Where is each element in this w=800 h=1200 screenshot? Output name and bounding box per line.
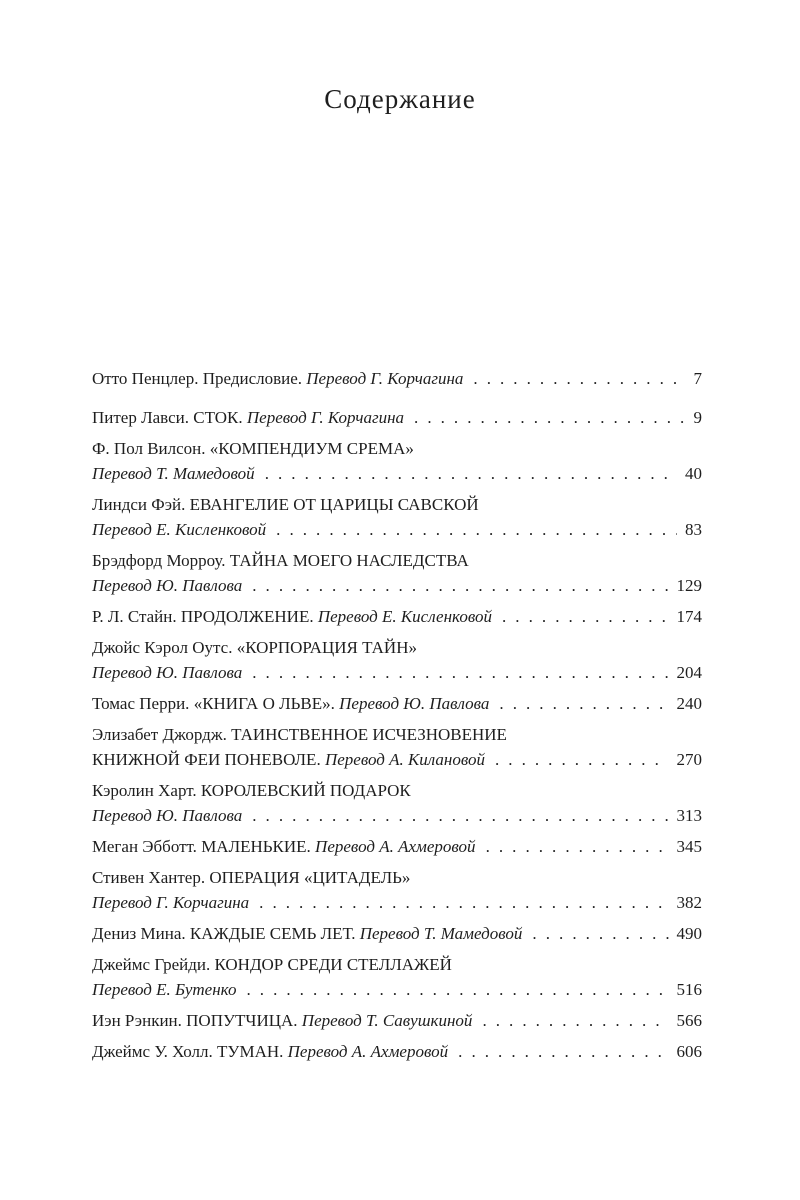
- dot-leader: [252, 573, 668, 598]
- dot-leader: [473, 366, 685, 391]
- toc-page-number: 129: [676, 576, 702, 595]
- toc-author: Линдси Фэй.: [92, 495, 190, 514]
- dot-leader: [276, 517, 677, 542]
- dot-leader: [259, 890, 668, 915]
- toc-author: Кэролин Харт.: [92, 781, 201, 800]
- toc-author: Питер Лавси.: [92, 408, 194, 427]
- dot-leader: [246, 977, 668, 1002]
- toc-translator: Перевод Ю. Павлова: [92, 576, 243, 595]
- toc-title: СТОК.: [193, 408, 247, 427]
- toc-author: Стивен Хантер.: [92, 868, 210, 887]
- toc-translator: Перевод Е. Кисленковой: [317, 607, 492, 626]
- toc-entry: [92, 366, 702, 391]
- toc-entry: [92, 1008, 702, 1033]
- toc-author: Иэн Рэнкин.: [92, 1011, 187, 1030]
- dot-leader: [532, 921, 668, 946]
- toc-entry: [92, 952, 702, 1002]
- page-title: Содержание: [324, 84, 476, 114]
- toc-page-number: 566: [676, 1011, 702, 1030]
- dot-leader: [458, 1039, 668, 1064]
- toc-page-number: 606: [676, 1042, 702, 1061]
- toc-title: ТАЙНА МОЕГО НАСЛЕДСТВА: [229, 551, 469, 570]
- toc-author: Отто Пенцлер.: [92, 369, 203, 388]
- toc-title: «КНИГА О ЛЬВЕ».: [193, 694, 340, 713]
- dot-leader: [502, 604, 669, 629]
- toc-translator: Перевод Г. Корчагина: [92, 893, 250, 912]
- toc-author: Джеймс У. Холл.: [92, 1042, 218, 1061]
- toc-title: «КОРПОРАЦИЯ ТАЙН»: [236, 638, 417, 657]
- toc-page-number: 174: [676, 607, 702, 626]
- toc-translator: Перевод Е. Кисленковой: [92, 520, 267, 539]
- toc-title-continued: КНИЖНОЙ ФЕИ ПОНЕВОЛЕ.: [92, 750, 325, 769]
- toc-title: КОНДОР СРЕДИ СТЕЛЛАЖЕЙ: [214, 955, 452, 974]
- toc-entry: [92, 921, 702, 946]
- toc-entry: [92, 1039, 702, 1064]
- toc-page-number: 7: [693, 369, 702, 388]
- toc-translator: Перевод Ю. Павлова: [339, 694, 490, 713]
- toc-entry: [92, 548, 702, 598]
- toc-title: КОРОЛЕВСКИЙ ПОДАРОК: [200, 781, 411, 800]
- dot-leader: [499, 691, 668, 716]
- toc-author: Брэдфорд Морроу.: [92, 551, 230, 570]
- toc-entry: [92, 691, 702, 716]
- toc-title: ТАИНСТВЕННОЕ ИСЧЕЗНОВЕНИЕ: [231, 725, 507, 744]
- toc-title: ПРОДОЛЖЕНИЕ.: [180, 607, 318, 626]
- toc-entry: [92, 436, 702, 486]
- toc-page-number: 240: [676, 694, 702, 713]
- toc-translator: Перевод Г. Корчагина: [306, 369, 464, 388]
- toc-title: МАЛЕНЬКИЕ.: [201, 837, 316, 856]
- toc-translator: Перевод А. Ахмеровой: [315, 837, 476, 856]
- toc-entry: [92, 865, 702, 915]
- dot-leader: [252, 803, 668, 828]
- toc-page-number: 83: [685, 520, 702, 539]
- toc-author: Томас Перри.: [92, 694, 194, 713]
- toc-translator: Перевод Т. Мамедовой: [359, 924, 523, 943]
- toc-author: Джойс Кэрол Оутс.: [92, 638, 237, 657]
- dot-leader: [486, 834, 669, 859]
- toc-translator: Перевод Г. Корчагина: [246, 408, 405, 427]
- toc-entry: [92, 604, 702, 629]
- toc-page-number: 204: [676, 663, 702, 682]
- toc-title: ПОПУТЧИЦА.: [186, 1011, 302, 1030]
- toc-page-number: 40: [685, 464, 702, 483]
- toc-entry: [92, 492, 702, 542]
- toc-translator: Перевод Т. Мамедовой: [92, 464, 255, 483]
- toc-page-number: 345: [676, 837, 702, 856]
- toc-translator: Перевод А. Ахмеровой: [287, 1042, 449, 1061]
- toc-author: Джеймс Грейди.: [92, 955, 215, 974]
- dot-leader: [252, 660, 668, 685]
- toc-translator: Перевод А. Килановой: [324, 750, 485, 769]
- toc-author: Р. Л. Стайн.: [92, 607, 181, 626]
- toc-translator: Перевод Е. Бутенко: [92, 980, 237, 999]
- dot-leader: [414, 405, 685, 430]
- toc-author: Дениз Мина.: [92, 924, 190, 943]
- toc-page-number: 313: [676, 806, 702, 825]
- dot-leader: [482, 1008, 668, 1033]
- toc-page-number: 270: [676, 750, 702, 769]
- toc-entry: [92, 778, 702, 828]
- toc-title: КАЖДЫЕ СЕМЬ ЛЕТ.: [189, 924, 360, 943]
- toc-author: Элизабет Джордж.: [92, 725, 232, 744]
- toc-entry: [92, 405, 702, 430]
- toc-title: ЕВАНГЕЛИЕ ОТ ЦАРИЦЫ САВСКОЙ: [189, 495, 479, 514]
- toc-entry: [92, 722, 702, 772]
- dot-leader: [495, 747, 669, 772]
- toc-title: «КОМПЕНДИУМ СРЕМА»: [209, 439, 414, 458]
- toc-author: Ф. Пол Вилсон.: [92, 439, 210, 458]
- toc-entry: [92, 834, 702, 859]
- toc-page-number: 516: [676, 980, 702, 999]
- toc-entry: [92, 635, 702, 685]
- table-of-contents: [92, 366, 702, 1066]
- toc-translator: Перевод Ю. Павлова: [92, 663, 243, 682]
- toc-title: Предисловие.: [202, 369, 307, 388]
- toc-title: ТУМАН.: [217, 1042, 288, 1061]
- toc-title: ОПЕРАЦИЯ «ЦИТАДЕЛЬ»: [209, 868, 411, 887]
- toc-translator: Перевод Т. Савушкиной: [301, 1011, 473, 1030]
- toc-page-number: 9: [693, 408, 702, 427]
- toc-author: Меган Эбботт.: [92, 837, 202, 856]
- dot-leader: [265, 461, 677, 486]
- toc-translator: Перевод Ю. Павлова: [92, 806, 243, 825]
- toc-page-number: 382: [676, 893, 702, 912]
- toc-page-number: 490: [676, 924, 702, 943]
